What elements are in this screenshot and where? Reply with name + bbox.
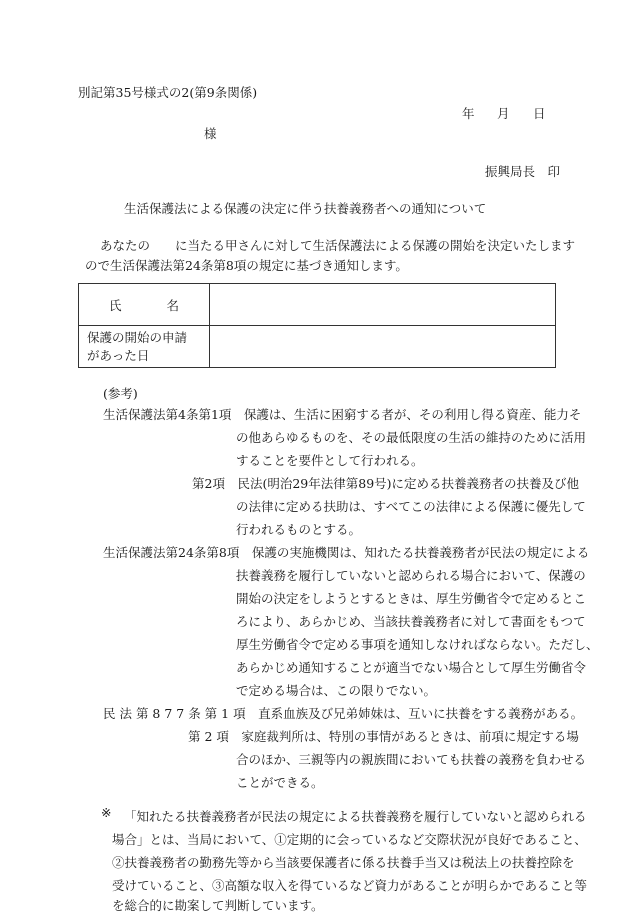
ref-line: 行われるものとする。 bbox=[236, 522, 362, 537]
date-value-cell[interactable] bbox=[210, 326, 556, 368]
date-label-2: があった日 bbox=[87, 347, 150, 363]
ref-line: 合のほか、三親等内の親族間においても扶養の義務を負わせる bbox=[236, 752, 587, 767]
note-line: 場合」とは、当局において、①定期的に会っているなど交際状況が良好であること、 bbox=[112, 832, 587, 847]
ref-line: 生活保護法第4条第1項 保護は、生活に困窮する者が、その利用し得る資産、能力そ bbox=[103, 407, 582, 422]
ref-line: 第2項 民法(明治29年法律第89号)に定める扶養義務者の扶養及び他 bbox=[192, 476, 580, 491]
issuer: 振興局長 印 bbox=[485, 164, 561, 179]
ref-line: 民 法 第 8 7 7 条 第 1 項 直系血族及び兄弟姉妹は、互いに扶養をする義務がある。 bbox=[103, 706, 584, 721]
ref-line: の他あらゆるものを、その最低限度の生活の維持のために活用 bbox=[236, 430, 587, 445]
reference-heading: (参考) bbox=[103, 386, 138, 401]
date-day: 日 bbox=[533, 106, 546, 121]
ref-line: ろにより、あらかじめ、当該扶養義務者に対して書面をもつて bbox=[236, 614, 586, 629]
ref-line: 厚生労働省令で定める事項を通知しなければならない。ただし、 bbox=[236, 637, 599, 652]
note-line: 「知れたる扶養義務者が民法の規定による扶養義務を履行していないと認められる bbox=[124, 809, 587, 824]
ref-line: ことができる。 bbox=[236, 775, 324, 790]
body-line-1: あなたの に当たる甲さんに対して生活保護法による保護の開始を決定いたします bbox=[100, 238, 576, 253]
ref-line: の法律に定める扶助は、すべてこの法律による保護に優先して bbox=[236, 499, 586, 514]
ref-line: することを要件として行われる。 bbox=[236, 453, 424, 468]
ref-line: 扶養義務を履行していないと認められる場合において、保護の bbox=[236, 568, 586, 583]
note-mark: ※ bbox=[101, 805, 112, 820]
date-label-cell bbox=[79, 326, 210, 368]
note-line: を総合的に勘案して判断しています。 bbox=[112, 898, 324, 913]
date-year: 年 bbox=[462, 106, 475, 121]
date-month: 月 bbox=[497, 106, 510, 121]
ref-line: あらかじめ通知することが適当でない場合として厚生労働省令 bbox=[236, 660, 587, 675]
name-value-cell[interactable] bbox=[210, 284, 556, 326]
ref-line: 開始の決定をしようとするときは、厚生労働省令で定めるとこ bbox=[236, 591, 587, 606]
note-line: ②扶養義務者の勤務先等から当該要保護者に係る扶養手当又は税法上の扶養控除を bbox=[112, 855, 575, 870]
form-table bbox=[78, 283, 556, 368]
body-line-2: ので生活保護法第24条第8項の規定に基づき通知します。 bbox=[85, 258, 408, 273]
addressee-suffix: 様 bbox=[204, 126, 217, 141]
ref-line: 生活保護法第24条第8項 保護の実施機関は、知れたる扶養義務者が民法の規定による bbox=[103, 545, 590, 560]
name-label-cell bbox=[79, 284, 210, 326]
form-number: 別記第35号様式の2(第9条関係) bbox=[78, 85, 258, 100]
note-line: 受けていること、③高額な収入を得ているなど資力があることが明らかであること等 bbox=[112, 878, 588, 893]
date-label-1: 保護の開始の申請 bbox=[87, 329, 188, 345]
ref-line: で定める場合は、この限りでない。 bbox=[236, 683, 437, 698]
ref-line: 第 2 項 家庭裁判所は、特別の事情があるときは、前項に規定する場 bbox=[188, 729, 579, 744]
name-label-1: 氏 bbox=[109, 297, 122, 313]
document-title: 生活保護法による保護の決定に伴う扶養義務者への通知について bbox=[124, 201, 487, 216]
name-label-2: 名 bbox=[166, 297, 179, 313]
